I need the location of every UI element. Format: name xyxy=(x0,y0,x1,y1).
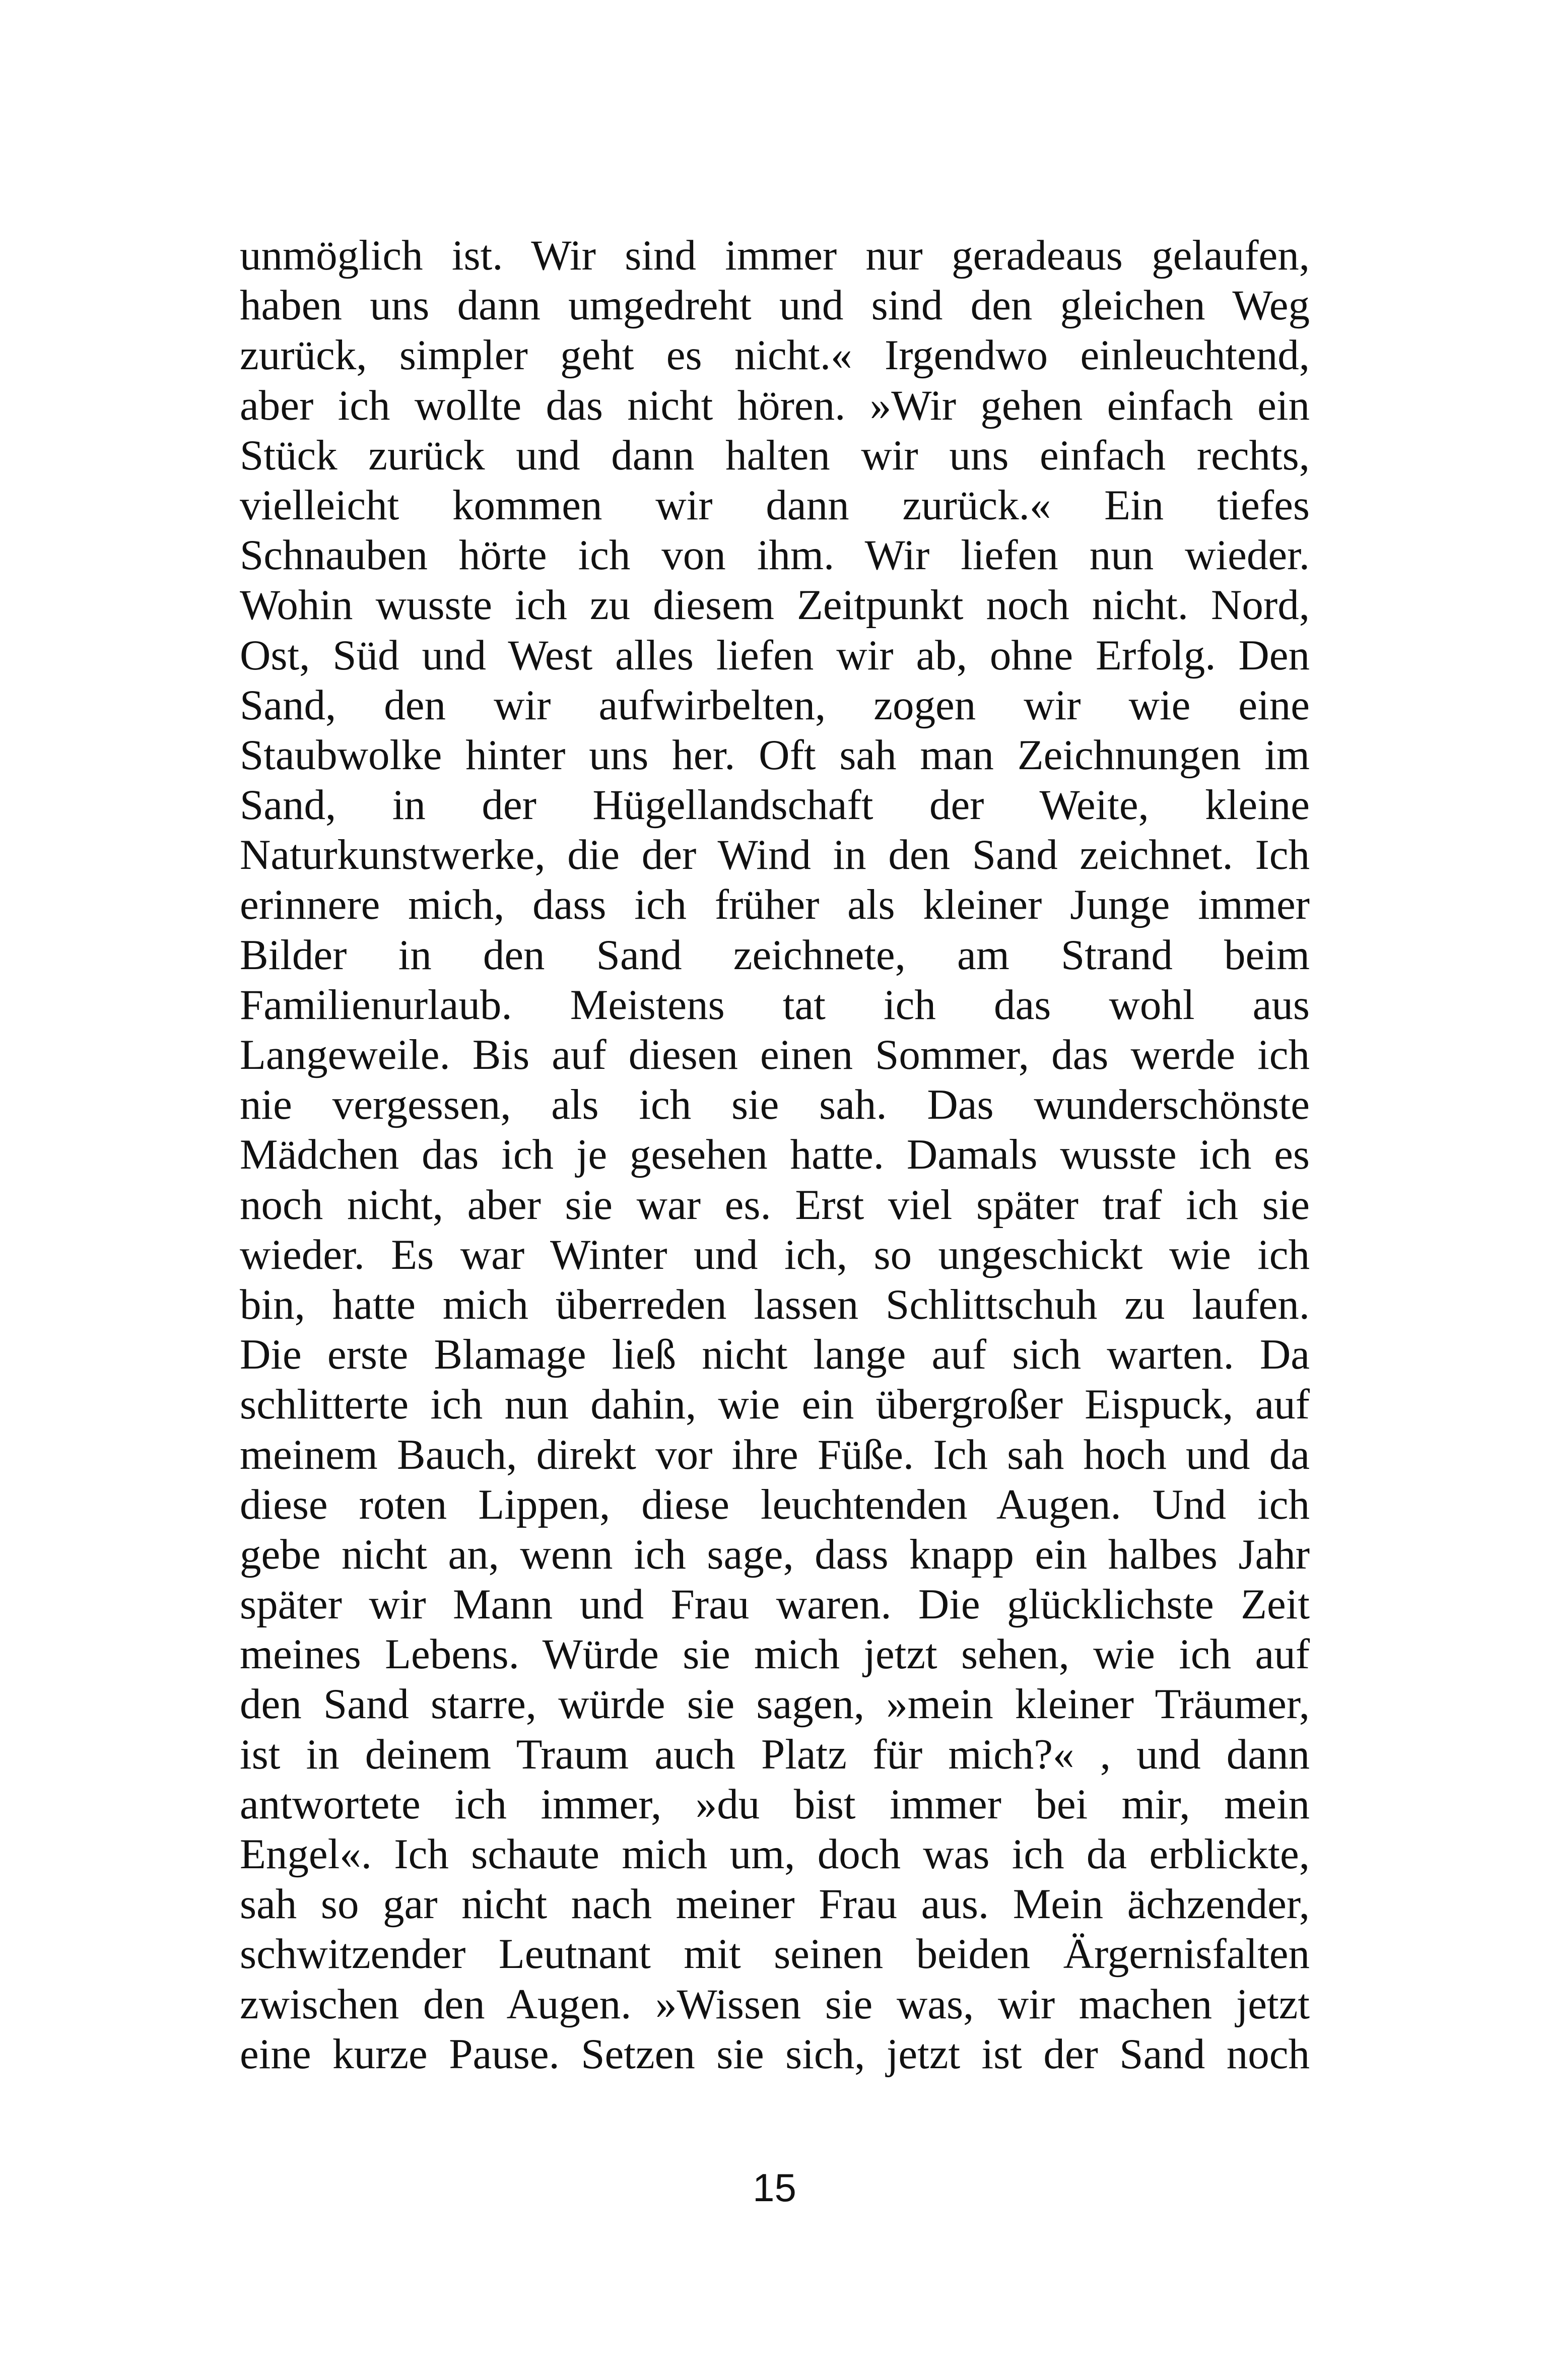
body-text xyxy=(240,231,1310,2079)
text-line: gebe nicht an, wenn ich sage, dass knapp ein halbes Jahr xyxy=(240,1530,1310,1578)
text-line: ist in deinem Traum auch Platz für mich?« , und dann xyxy=(240,1730,1310,1778)
text-line: zwischen den Augen. »Wissen sie was, wir machen jetzt xyxy=(240,1980,1310,2028)
text-line: Langeweile. Bis auf diesen einen Sommer, das werde ich xyxy=(240,1031,1310,1078)
text-line: aber ich wollte das nicht hören. »Wir gehen einfach ein xyxy=(240,381,1310,429)
text-line: nie vergessen, als ich sie sah. Das wunderschönste xyxy=(240,1081,1310,1129)
text-line: antwortete ich immer, »du bist immer bei mir, mein xyxy=(240,1780,1310,1828)
text-line: unmöglich ist. Wir sind immer nur geradeaus gelaufen, xyxy=(240,232,1310,279)
text-line: meinem Bauch, direkt vor ihre Füße. Ich sah hoch und da xyxy=(240,1431,1310,1478)
text-line: schlitterte ich nun dahin, wie ein übergroßer Eispuck, auf xyxy=(240,1381,1310,1429)
text-line: Familienurlaub. Meistens tat ich das wohl aus xyxy=(240,981,1310,1029)
text-line: schwitzender Leutnant mit seinen beiden Ärgernisfalten xyxy=(240,1930,1310,1978)
text-line: sah so gar nicht nach meiner Frau aus. Mein ächzender, xyxy=(240,1880,1310,1928)
text-line: Schnauben hörte ich von ihm. Wir liefen nun wieder. xyxy=(240,531,1310,579)
text-line: später wir Mann und Frau waren. Die glücklichste Zeit xyxy=(240,1581,1310,1628)
text-line: Staubwolke hinter uns her. Oft sah man Zeichnungen im xyxy=(240,731,1310,779)
text-line: erinnere mich, dass ich früher als kleiner Junge immer xyxy=(240,881,1310,929)
text-line: Mädchen das ich je gesehen hatte. Damals wusste ich es xyxy=(240,1131,1310,1179)
text-line: diese roten Lippen, diese leuchtenden Augen. Und ich xyxy=(240,1480,1310,1528)
text-line: meines Lebens. Würde sie mich jetzt sehen, wie ich auf xyxy=(240,1630,1310,1678)
text-line: Naturkunstwerke, die der Wind in den Sand zeichnet. Ich xyxy=(240,831,1310,879)
text-line: den Sand starre, würde sie sagen, »mein kleiner Träumer, xyxy=(240,1680,1310,1728)
text-line: Stück zurück und dann halten wir uns einfach rechts, xyxy=(240,431,1310,479)
text-line: Sand, den wir aufwirbelten, zogen wir wie eine xyxy=(240,681,1310,729)
page-number: 15 xyxy=(753,2165,796,2210)
text-line: wieder. Es war Winter und ich, so ungeschickt wie ich xyxy=(240,1231,1310,1278)
text-line: eine kurze Pause. Setzen sie sich, jetzt ist der Sand noch xyxy=(240,2030,1310,2078)
text-line: vielleicht kommen wir dann zurück.« Ein tiefes xyxy=(240,481,1310,529)
text-line: Sand, in der Hügellandschaft der Weite, kleine xyxy=(240,781,1310,829)
text-line: Engel«. Ich schaute mich um, doch was ich da erblickte, xyxy=(240,1830,1310,1878)
text-line: Ost, Süd und West alles liefen wir ab, ohne Erfolg. Den xyxy=(240,631,1310,679)
text-line: Bilder in den Sand zeichnete, am Strand beim xyxy=(240,931,1310,979)
text-line: zurück, simpler geht es nicht.« Irgendwo einleuchtend, xyxy=(240,331,1310,379)
text-line: Wohin wusste ich zu diesem Zeitpunkt noch nicht. Nord, xyxy=(240,581,1310,629)
text-line: noch nicht, aber sie war es. Erst viel später traf ich sie xyxy=(240,1181,1310,1229)
text-line: haben uns dann umgedreht und sind den gleichen Weg xyxy=(240,282,1310,329)
text-line: bin, hatte mich überreden lassen Schlittschuh zu laufen. xyxy=(240,1280,1310,1328)
text-line: Die erste Blamage ließ nicht lange auf sich warten. Da xyxy=(240,1331,1310,1379)
